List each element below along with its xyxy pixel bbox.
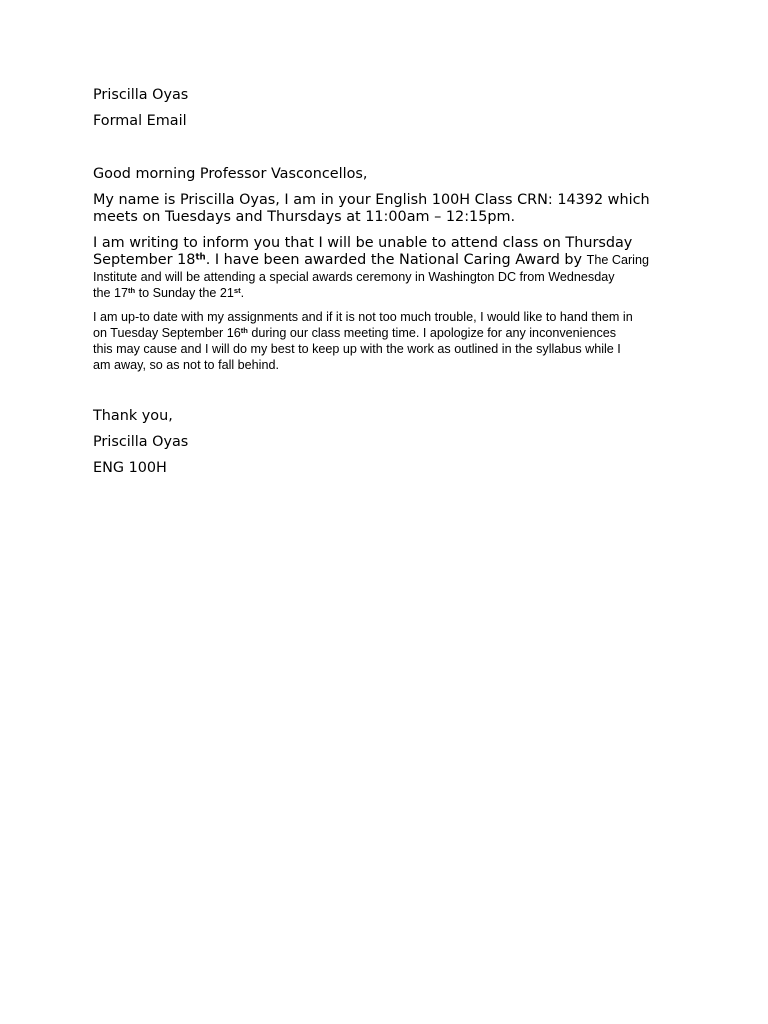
award-sentence: . I have been awarded the National Caring Award by [205,252,587,268]
intro-line-2: meets on Tuesdays and Thursdays at 11:00am – 12:15pm. [93,209,516,225]
turn-in-date: on Tuesday September 16 [93,326,241,340]
absence-date-suffix: th [195,252,206,263]
absence-line-2 [93,252,693,269]
greeting: Good morning Professor Vasconcellos, [93,166,368,182]
assignments-line-3: this may cause and I will do my best to keep up with the work as outlined in the syllabus while I [93,342,621,356]
absence-paragraph [93,235,693,301]
event-end-suffix: st [233,285,241,295]
intro-line-1: My name is Priscilla Oyas, I am in your English 100H Class CRN: 14392 which [93,192,650,208]
event-start-suffix: th [128,285,136,295]
assignments-line-4: am away, so as not to fall behind. [93,358,279,372]
absence-line-4 [93,285,693,301]
assignments-line-2-rest: during our class meeting time. I apologize for any inconveniences [247,326,617,340]
closing-thanks: Thank you, [93,408,173,424]
event-start-text: the 17 [93,286,129,300]
absence-line-3: Institute and will be attending a special awards ceremony in Washington DC from Wednesday [93,270,615,284]
assignments-line-1: I am up-to date with my assignments and if it is not too much trouble, I would like to hand them in [93,310,633,324]
absence-line-1: I am writing to inform you that I will be unable to attend class on Thursday [93,235,633,251]
intro-paragraph [93,192,693,226]
assignments-line-2 [93,325,693,341]
event-period: . [240,286,245,300]
turn-in-date-suffix: th [240,325,248,335]
absence-date: September 18 [93,252,196,268]
author-name: Priscilla Oyas [93,87,189,103]
assignments-paragraph [93,309,693,373]
course-code: ENG 100H [93,460,167,476]
signature-name: Priscilla Oyas [93,434,189,450]
document-type: Formal Email [93,113,187,129]
event-end-text: to Sunday the 21 [135,286,234,300]
organization-name-start: The Caring [586,253,649,267]
